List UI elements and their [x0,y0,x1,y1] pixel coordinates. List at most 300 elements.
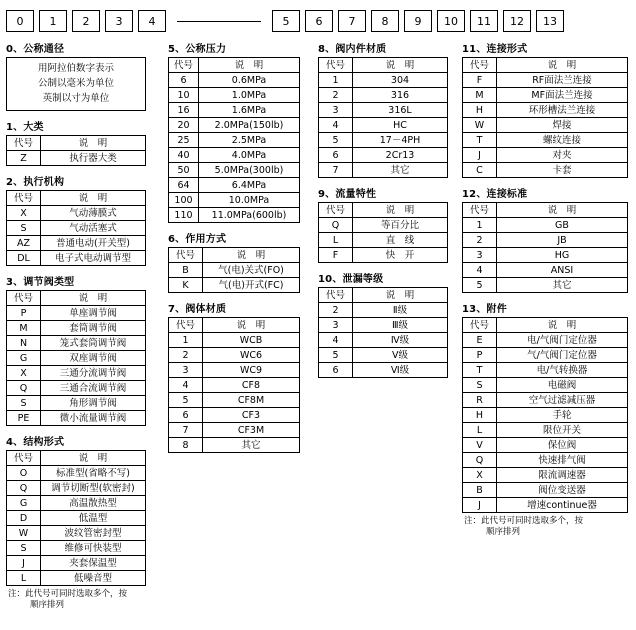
cell-code: 10 [169,88,199,103]
cell-code: 20 [169,118,199,133]
table-row [169,193,300,208]
cell-desc: 双座调节阀 [41,351,146,366]
cell-desc: 手轮 [497,408,628,423]
table-row [319,248,448,263]
table-header-row [7,451,146,466]
table-row [319,163,448,178]
accessories-note-line-2: 顺序排列 [486,527,521,537]
table-row [169,423,300,438]
table-row [463,378,628,393]
nominal-diameter-line-2: 公制以毫米为单位 [37,78,114,89]
cell-code: J [7,556,41,571]
cell-desc: GB [497,218,628,233]
header-desc: 说 明 [497,58,628,73]
table-row [463,148,628,163]
cell-desc: CF3 [203,408,300,423]
cell-code: X [7,366,41,381]
header-desc: 说 明 [353,203,448,218]
cell-desc: 11.0MPa(600lb) [199,208,300,223]
cell-desc: 电/气阀门定位器 [497,333,628,348]
nominal-diameter-line-1: 用阿拉伯数字表示 [37,63,114,74]
table-row [169,278,300,293]
table-row [7,206,146,221]
cell-desc: 1.6MPa [199,103,300,118]
cell-code: N [7,336,41,351]
cell-desc: CF8 [203,378,300,393]
section-title-leakage-class: 10、泄漏等级 [318,274,384,285]
table-row [463,163,628,178]
cell-code: X [463,468,497,483]
table-header-row [7,291,146,306]
cell-code: E [463,333,497,348]
code-box-7[interactable]: 7 [338,10,366,32]
cell-code: PE [7,411,41,426]
table-row [7,366,146,381]
section-title-trim-material: 8、阀内件材质 [318,44,387,55]
cell-desc: 三通合流调节阀 [41,381,146,396]
header-code: 代号 [463,203,497,218]
cell-desc: 10.0MPa [199,193,300,208]
cell-desc: Ⅴ级 [353,348,448,363]
cell-code: 8 [169,438,203,453]
cell-desc: 316L [353,103,448,118]
cell-desc: 套筒调节阀 [41,321,146,336]
cell-desc: 直 线 [353,233,448,248]
cell-desc: 保位阀 [497,438,628,453]
table-header-row [463,318,628,333]
code-box-8[interactable]: 8 [371,10,399,32]
table-row [169,263,300,278]
table-row [7,221,146,236]
code-box-5[interactable]: 5 [272,10,300,32]
table-row [7,511,146,526]
cell-desc: 1.0MPa [199,88,300,103]
cell-desc: ANSI [497,263,628,278]
cell-code: 5 [463,278,497,293]
cell-code: Q [7,481,41,496]
header-desc: 说 明 [199,58,300,73]
table-row [319,303,448,318]
cell-desc: Ⅵ级 [353,363,448,378]
table-action-mode [168,247,300,293]
table-row [7,411,146,426]
cell-code: L [463,423,497,438]
cell-desc: 2.5MPa [199,133,300,148]
cell-code: 3 [463,248,497,263]
table-row [169,363,300,378]
table-row [463,423,628,438]
section-title-actuator: 2、执行机构 [6,177,65,188]
table-row [169,133,300,148]
header-code: 代号 [169,58,199,73]
cell-code: 4 [319,333,353,348]
header-code: 代号 [319,288,353,303]
cell-desc: 气动活塞式 [41,221,146,236]
cell-desc: HG [497,248,628,263]
structure-form-note-line-1: 注：此代号可同时选取多个，按 [8,589,128,599]
table-row [7,251,146,266]
structure-form-note-line-2: 顺序排列 [30,600,65,610]
cell-desc: 2Cr13 [353,148,448,163]
table-row [463,468,628,483]
cell-code: B [169,263,203,278]
cell-desc: 微小流量调节阀 [41,411,146,426]
table-structure-form [6,450,146,586]
section-title-action-mode: 6、作用方式 [168,234,227,245]
cell-desc: 执行器大类 [41,151,146,166]
table-valve-type [6,290,146,426]
table-header-row [319,203,448,218]
cell-desc: WC6 [203,348,300,363]
cell-desc: 电子式电动调节型 [41,251,146,266]
table-header-row [169,58,300,73]
cell-desc: 对夹 [497,148,628,163]
table-header-row [463,203,628,218]
accessories-note [462,516,628,538]
table-row [169,393,300,408]
cell-code: P [463,348,497,363]
cell-code: 2 [319,303,353,318]
cell-code: Z [7,151,41,166]
table-row [319,233,448,248]
cell-desc: 0.6MPa [199,73,300,88]
cell-code: T [463,133,497,148]
cell-desc: 波纹管密封型 [41,526,146,541]
header-desc: 说 明 [41,451,146,466]
header-desc: 说 明 [203,248,300,263]
header-code: 代号 [7,136,41,151]
table-row [7,541,146,556]
table-row [7,396,146,411]
table-row [7,526,146,541]
table-row [463,393,628,408]
table-row [463,73,628,88]
code-box-9[interactable]: 9 [404,10,432,32]
code-box-1[interactable]: 1 [39,10,67,32]
cell-desc: 高温散热型 [41,496,146,511]
table-row [463,408,628,423]
cell-code: AZ [7,236,41,251]
cell-code: S [7,221,41,236]
code-box-10[interactable]: 10 [437,10,465,32]
table-header-row [7,191,146,206]
cell-desc: 等百分比 [353,218,448,233]
cell-desc: 气(电)关式(FO) [203,263,300,278]
cell-code: Q [463,453,497,468]
code-connector-line [171,10,267,32]
table-row [463,363,628,378]
header-desc: 说 明 [353,288,448,303]
cell-code: K [169,278,203,293]
table-header-row [319,288,448,303]
table-trim-material [318,57,448,178]
cell-desc: 气/气阀门定位器 [497,348,628,363]
section-title-flow-characteristic: 9、流量特性 [318,189,377,200]
cell-desc: 电磁阀 [497,378,628,393]
column-1 [6,40,146,611]
cell-code: 6 [319,363,353,378]
table-row [7,336,146,351]
cell-code: X [7,206,41,221]
header-desc: 说 明 [203,318,300,333]
cell-desc: 标准型(省略不写) [41,466,146,481]
section-title-connection-standard: 12、连接标准 [462,189,528,200]
header-code: 代号 [463,58,497,73]
header-desc: 说 明 [497,318,628,333]
accessories-note-line-1: 注：此代号可同时选取多个，按 [464,516,584,526]
cell-code: 1 [463,218,497,233]
cell-code: T [463,363,497,378]
cell-code: B [463,483,497,498]
code-box-0[interactable]: 0 [6,10,34,32]
cell-code: L [319,233,353,248]
cell-desc: 6.4MPa [199,178,300,193]
cell-code: 2 [319,88,353,103]
table-row [319,118,448,133]
column-2 [168,40,300,453]
table-row [169,73,300,88]
table-row [463,438,628,453]
cell-code: 4 [319,118,353,133]
header-desc: 说 明 [41,136,146,151]
cell-code: F [319,248,353,263]
cell-code: J [463,148,497,163]
header-desc: 说 明 [41,291,146,306]
cell-desc: 调节切断型(软密封) [41,481,146,496]
cell-code: M [463,88,497,103]
cell-desc: WC9 [203,363,300,378]
table-row [463,103,628,118]
table-row [463,133,628,148]
cell-desc: 笼式套筒调节阀 [41,336,146,351]
code-box-2[interactable]: 2 [72,10,100,32]
cell-desc: 气(电)开式(FC) [203,278,300,293]
header-code: 代号 [169,248,203,263]
column-4 [462,40,628,538]
header-code: 代号 [169,318,203,333]
section-title-nominal-diameter: 0、公称通径 [6,44,65,55]
table-row [319,73,448,88]
code-box-4[interactable]: 4 [138,10,166,32]
cell-code: 6 [319,148,353,163]
table-row [463,248,628,263]
table-row [169,348,300,363]
cell-code: W [463,118,497,133]
table-header-row [7,136,146,151]
header-code: 代号 [7,451,41,466]
table-row [463,88,628,103]
cell-code: S [7,541,41,556]
cell-code: 110 [169,208,199,223]
cell-code: G [7,351,41,366]
header-code: 代号 [319,203,353,218]
table-row [319,103,448,118]
table-row [7,151,146,166]
header-desc: 说 明 [353,58,448,73]
cell-code: J [463,498,497,513]
cell-code: H [463,408,497,423]
cell-code: G [7,496,41,511]
cell-code: C [463,163,497,178]
table-major-category [6,135,146,166]
cell-code: DL [7,251,41,266]
cell-code: Q [7,381,41,396]
code-box-12[interactable]: 12 [503,10,531,32]
section-title-major-category: 1、大类 [6,122,44,133]
table-row [7,496,146,511]
cell-desc: 维修可快装型 [41,541,146,556]
cell-code: D [7,511,41,526]
table-header-row [169,248,300,263]
cell-desc: RF面法兰连接 [497,73,628,88]
cell-desc: 5.0MPa(300lb) [199,163,300,178]
table-row [169,178,300,193]
cell-code: 7 [169,423,203,438]
cell-desc: 低噪音型 [41,571,146,586]
cell-desc: HC [353,118,448,133]
cell-code: Q [319,218,353,233]
table-row [169,163,300,178]
cell-code: 2 [169,348,203,363]
cell-desc: 空气过滤减压器 [497,393,628,408]
header-code: 代号 [319,58,353,73]
cell-code: 5 [319,348,353,363]
table-row [319,133,448,148]
cell-desc: 快速排气阀 [497,453,628,468]
cell-desc: 限流调速器 [497,468,628,483]
section-title-body-material: 7、阀体材质 [168,304,227,315]
cell-desc: CF3M [203,423,300,438]
cell-desc: 4.0MPa [199,148,300,163]
cell-code: V [463,438,497,453]
cell-desc: 夹套保温型 [41,556,146,571]
cell-desc: 三通分流调节阀 [41,366,146,381]
table-row [169,208,300,223]
cell-desc: 角形调节阀 [41,396,146,411]
table-row [7,481,146,496]
table-row [169,378,300,393]
cell-desc: 限位开关 [497,423,628,438]
cell-code: 5 [169,393,203,408]
cell-desc: 304 [353,73,448,88]
cell-desc: Ⅳ级 [353,333,448,348]
table-row [463,118,628,133]
cell-desc: Ⅲ级 [353,318,448,333]
table-row [319,88,448,103]
cell-code: W [7,526,41,541]
cell-desc: 气动薄膜式 [41,206,146,221]
cell-code: O [7,466,41,481]
cell-code: S [463,378,497,393]
section-title-connection-type: 11、连接形式 [462,44,528,55]
cell-desc: 增速continue器 [497,498,628,513]
header-code: 代号 [7,291,41,306]
table-leakage-class [318,287,448,378]
table-row [319,148,448,163]
table-row [319,363,448,378]
header-desc: 说 明 [41,191,146,206]
cell-desc: JB [497,233,628,248]
table-header-row [463,58,628,73]
table-row [319,333,448,348]
cell-desc: 焊接 [497,118,628,133]
section-title-structure-form: 4、结构形式 [6,437,65,448]
table-header-row [169,318,300,333]
cell-code: L [7,571,41,586]
cell-code: 50 [169,163,199,178]
cell-desc: MF面法兰连接 [497,88,628,103]
table-row [7,381,146,396]
code-box-6[interactable]: 6 [305,10,333,32]
code-box-11[interactable]: 11 [470,10,498,32]
cell-desc: 其它 [203,438,300,453]
cell-desc: WCB [203,333,300,348]
section-title-nominal-pressure: 5、公称压力 [168,44,227,55]
cell-desc: CF8M [203,393,300,408]
cell-code: P [7,306,41,321]
table-actuator [6,190,146,266]
header-code: 代号 [463,318,497,333]
table-row [463,278,628,293]
table-row [463,453,628,468]
cell-desc: 其它 [497,278,628,293]
table-body-material [168,317,300,453]
section-title-accessories: 13、附件 [462,304,507,315]
cell-code: F [463,73,497,88]
cell-desc: Ⅱ级 [353,303,448,318]
table-row [463,263,628,278]
cell-desc: 316 [353,88,448,103]
cell-code: M [7,321,41,336]
cell-desc: 其它 [353,163,448,178]
cell-code: 40 [169,148,199,163]
code-strip [6,8,630,34]
code-box-13[interactable]: 13 [536,10,564,32]
table-connection-type [462,57,628,178]
cell-desc: 阀位变送器 [497,483,628,498]
table-row [463,348,628,363]
nominal-diameter-note-box [6,57,146,111]
table-row [463,498,628,513]
table-row [319,218,448,233]
table-nominal-pressure [168,57,300,223]
table-row [7,306,146,321]
table-row [169,438,300,453]
cell-code: 100 [169,193,199,208]
table-row [7,571,146,586]
header-code: 代号 [7,191,41,206]
cell-desc: 单座调节阀 [41,306,146,321]
cell-code: 4 [463,263,497,278]
cell-code: 4 [169,378,203,393]
nominal-diameter-line-3: 英制以寸为单位 [42,93,110,104]
cell-code: R [463,393,497,408]
table-row [463,333,628,348]
cell-desc: 低温型 [41,511,146,526]
table-accessories [462,317,628,513]
cell-code: 16 [169,103,199,118]
table-row [7,236,146,251]
column-3 [318,40,448,378]
cell-code: H [463,103,497,118]
cell-code: 3 [319,103,353,118]
cell-code: 5 [319,133,353,148]
table-row [169,408,300,423]
code-box-3[interactable]: 3 [105,10,133,32]
cell-code: 6 [169,408,203,423]
cell-desc: 2.0MPa(150lb) [199,118,300,133]
table-row [7,321,146,336]
